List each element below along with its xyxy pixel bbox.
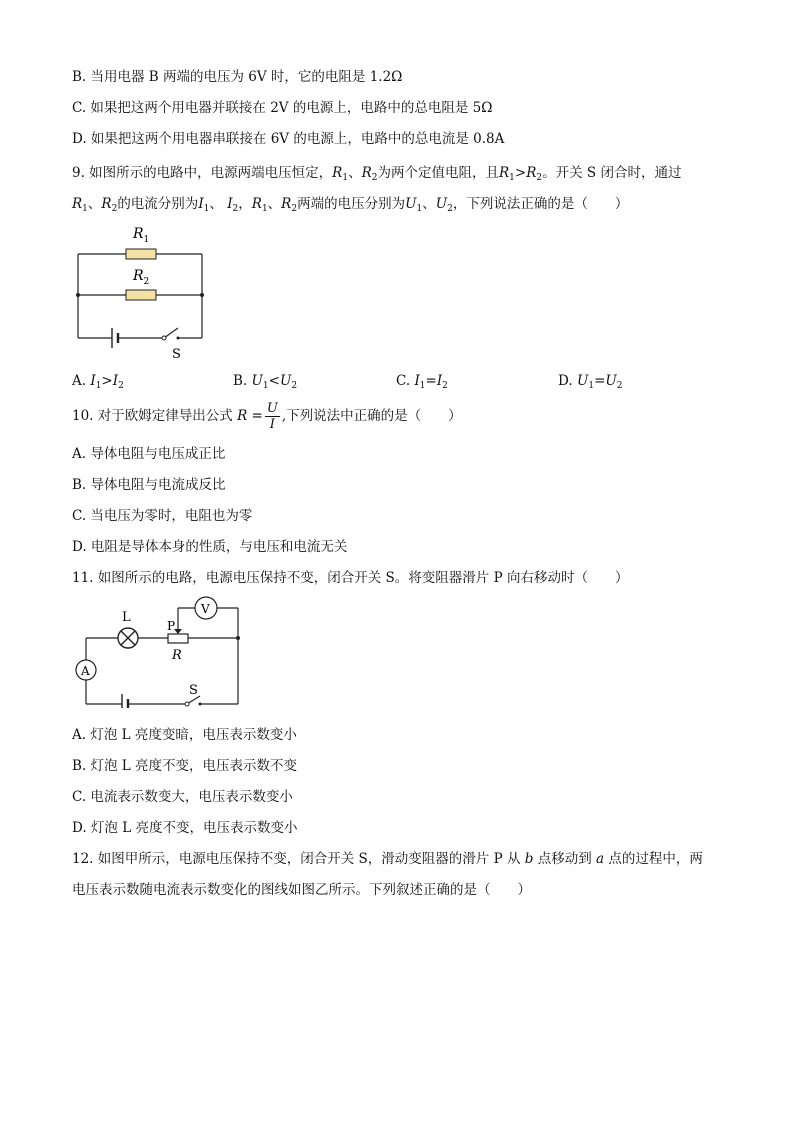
q10-formula-lhs: R = (237, 408, 263, 424)
resistor-r1 (126, 249, 156, 259)
q9-option-d: D. $U_1=U_2$ (558, 373, 623, 391)
rheostat-r (168, 634, 188, 643)
q11-stem: 11. 如图所示的电路，电源电压保持不变，闭合开关 S。将变阻器滑片 P 向右移动时（ ） (72, 570, 629, 586)
label-lamp-l: L (122, 610, 131, 625)
q10-option-a: A. 导体电阻与电压成正比 (72, 446, 226, 462)
label-rheostat-r: R (172, 648, 182, 663)
q9-option-c: C. $I_1=I_2$ (396, 373, 448, 391)
label-slider-p: P (167, 619, 176, 633)
q8-option-d: D. 如果把这两个用电器串联接在 6V 的电源上，电路中的总电流是 0.8A (72, 131, 505, 147)
label-switch-s: S (172, 347, 181, 362)
label-switch-s: S (189, 683, 198, 698)
q11-option-a: A. 灯泡 L 亮度变暗，电压表示数变小 (72, 727, 297, 743)
label-voltmeter: V (201, 602, 210, 616)
lamp-symbol (118, 628, 138, 648)
q10-option-b: B. 导体电阻与电流成反比 (72, 477, 226, 493)
q10-formula-fraction: $\frac{U}{I}$ (266, 401, 278, 432)
q11-circuit-diagram (72, 596, 248, 708)
q8-option-b: B. 当用电器 B 两端的电压为 6V 时，它的电阻是 1.2Ω (72, 69, 403, 85)
q12-stem-line2: 电压表示数随电流表示数变化的图线如图乙所示。下列叙述正确的是（ ） (72, 882, 531, 898)
q11-option-c: C. 电流表示数变大，电压表示数变小 (72, 789, 293, 805)
q11-option-d: D. 灯泡 L 亮度不变，电压表示数变小 (72, 820, 298, 836)
q10-stem: 10. 对于欧姆定律导出公式 R = $\frac{U}{I}$ ,下列说法中正确的是（ ） (72, 401, 462, 432)
q9-stem-line2: $R_1$、$R_2$的电流分别为$I_1$、 $I_2$，$R_1$、$R_2$两端的电压分别为$U_1$、$U_2$，下列说法正确的是（ ） (72, 196, 629, 214)
resistor-r2 (126, 290, 156, 300)
label-r1: $R_1$ (133, 226, 150, 245)
q9-stem-line1: 9. 如图所示的电路中，电源两端电压恒定，$R_1$、$R_2$为两个定值电阻，且$R_1>R_2$。开关 S 闭合时，通过 (72, 165, 682, 183)
q11-option-b: B. 灯泡 L 亮度不变，电压表示数不变 (72, 758, 298, 774)
q10-option-d: D. 电阻是导体本身的性质，与电压和电流无关 (72, 539, 348, 555)
q12-stem-line1: 12. 如图甲所示，电源电压保持不变，闭合开关 S，滑动变阻器的滑片 P 从 b 点移动到 a 点的过程中，两 (72, 851, 703, 867)
label-ammeter: A (81, 664, 90, 678)
label-r2: $R_2$ (133, 268, 150, 287)
q9-circuit-diagram (70, 222, 215, 364)
q10-option-c: C. 当电压为零时，电阻也为零 (72, 508, 253, 524)
q9-option-a: A. $I_1>I_2$ (72, 373, 124, 391)
q9-option-b: B. $U_1<U_2$ (233, 373, 298, 391)
q8-option-c: C. 如果把这两个用电器并联接在 2V 的电源上，电路中的总电阻是 5Ω (72, 100, 493, 116)
